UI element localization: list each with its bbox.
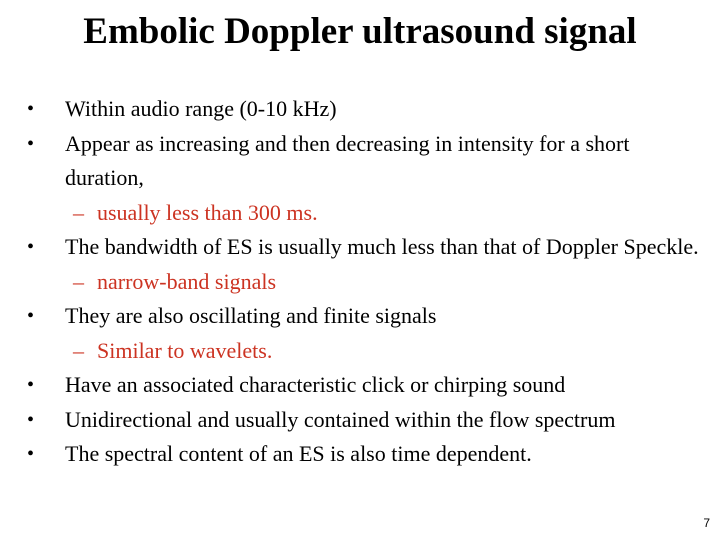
page-number: 7 [703, 516, 710, 530]
bullet-dot-icon: • [27, 408, 35, 431]
dash-icon: – [73, 268, 84, 294]
sub-bullet-text: usually less than 300 ms. [97, 199, 318, 225]
bullet-dot-icon: • [27, 305, 35, 327]
bullet-text: Within audio range (0-10 kHz) [65, 96, 337, 121]
bullet-list [0, 92, 720, 472]
bullet-item [0, 299, 720, 334]
bullet-item [0, 127, 720, 196]
bullet-text: The spectral content of an ES is also time dependent. [65, 441, 532, 466]
bullet-text: The bandwidth of ES is usually much less than that of Doppler Speckle. [65, 234, 699, 259]
sub-bullet-item [0, 196, 720, 231]
bullet-item [0, 368, 720, 403]
bullet-item [0, 403, 720, 438]
bullet-dot-icon: • [27, 98, 35, 120]
sub-bullet-item [0, 265, 720, 300]
slide-title: Embolic Doppler ultrasound signal [83, 11, 637, 52]
sub-bullet-item [0, 334, 720, 369]
dash-icon: – [73, 337, 84, 363]
bullet-text: They are also oscillating and finite signals [65, 303, 437, 328]
bullet-text: Unidirectional and usually contained within the flow spectrum [65, 406, 616, 432]
bullet-dot-icon: • [27, 443, 35, 465]
bullet-text: Appear as increasing and then decreasing in intensity for a short duration, [65, 130, 630, 190]
bullet-text: Have an associated characteristic click or chirping sound [65, 372, 566, 397]
sub-bullet-text: narrow-band signals [97, 268, 277, 294]
dash-icon: – [73, 199, 84, 225]
bullet-item [0, 437, 720, 472]
bullet-dot-icon: • [27, 236, 35, 258]
bullet-dot-icon: • [27, 132, 35, 155]
bullet-dot-icon: • [27, 374, 35, 396]
sub-bullet-text: Similar to wavelets. [97, 337, 273, 363]
bullet-item [0, 230, 720, 265]
bullet-item [0, 92, 720, 127]
